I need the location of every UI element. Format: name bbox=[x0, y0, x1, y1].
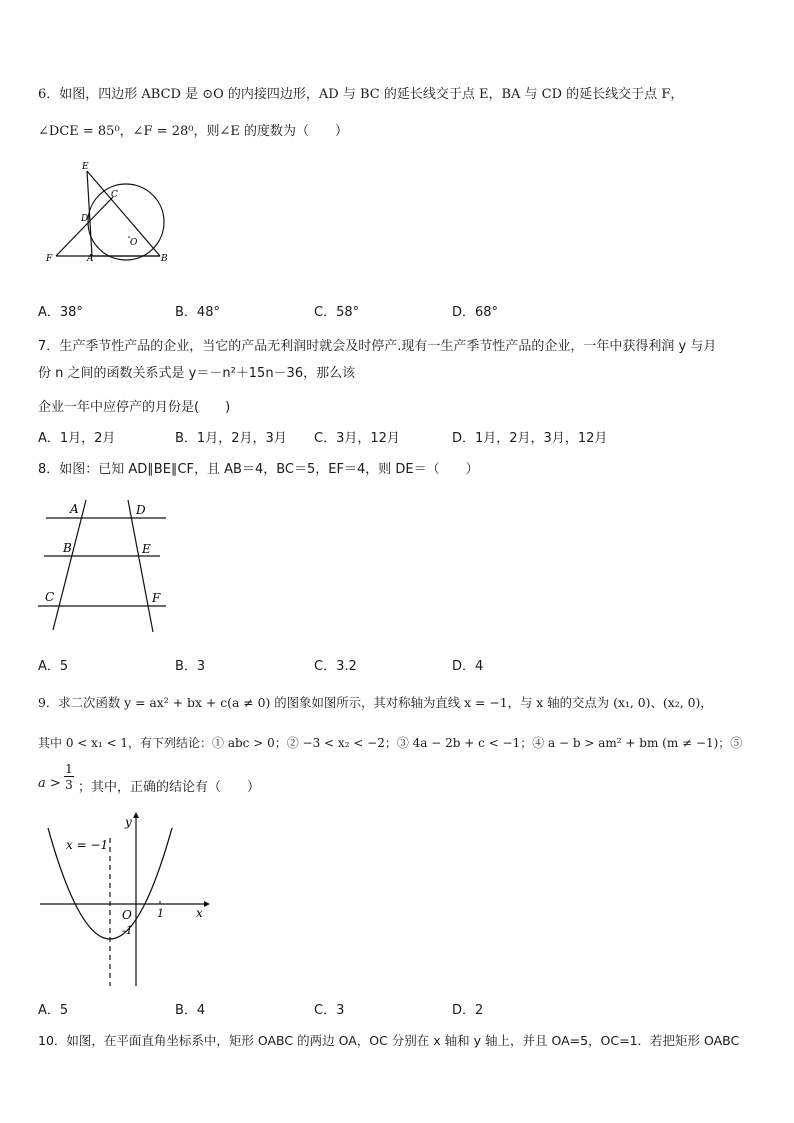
q9-option-c[interactable]: C．3 bbox=[314, 1003, 345, 1018]
q6-line2: ∠DCE = 85⁰，∠F = 28⁰，则∠E 的度数为（ ） bbox=[38, 124, 349, 139]
transversal-right bbox=[128, 500, 153, 632]
q6-line1: 6．如图，四边形 ABCD 是 ⊙O 的内接四边形，AD 与 BC 的延长线交于点 E，BA 与 CD 的延长线交于点 F， bbox=[38, 87, 684, 102]
label-D: D bbox=[81, 214, 89, 224]
q9-option-b[interactable]: B．4 bbox=[175, 1003, 206, 1018]
q9-line3-lhs: a > bbox=[38, 776, 61, 791]
label-E: E bbox=[82, 162, 89, 172]
q8-option-c[interactable]: C．3.2 bbox=[314, 659, 357, 674]
q7-option-b[interactable]: B．1月，2月，3月 bbox=[175, 431, 287, 446]
transversal-left bbox=[53, 500, 86, 630]
label-E: E bbox=[142, 542, 151, 556]
label-C: C bbox=[111, 190, 118, 200]
y-axis-arrow bbox=[133, 812, 139, 818]
q9-line3-rest: ；其中，正确的结论有（ ） bbox=[78, 780, 261, 795]
q8-option-a[interactable]: A．5 bbox=[38, 659, 69, 674]
label-minus-one: -1 bbox=[122, 924, 133, 937]
label-O: O bbox=[130, 238, 138, 248]
label-C: C bbox=[45, 590, 55, 604]
q10-line1: 10．如图，在平面直角坐标系中，矩形 OABC 的两边 OA，OC 分别在 x 轴和 y 轴上，并且 OA=5，OC=1．若把矩形 OABC bbox=[38, 1033, 740, 1048]
label-origin: O bbox=[122, 908, 132, 922]
q9-parabola-graph bbox=[36, 810, 214, 990]
q8-line1: 8．如图：已知 AD∥BE∥CF，且 AB＝4，BC＝5，EF＝4，则 DE＝（ ） bbox=[38, 462, 479, 477]
q8-parallel-lines-figure bbox=[36, 498, 170, 638]
q8-option-d[interactable]: D．4 bbox=[452, 659, 484, 674]
q9-fraction bbox=[64, 762, 74, 793]
q6-circle-figure bbox=[40, 155, 180, 270]
q7-option-a[interactable]: A．1月，2月 bbox=[38, 431, 116, 446]
label-y: y bbox=[125, 815, 132, 829]
label-D: D bbox=[136, 503, 146, 517]
q9-line2: 其中 0 < x₁ < 1，有下列结论：① abc > 0；② −3 < x₂ < −2；③ 4a − 2b + c < −1；④ a − b > am² + bm (m ≠ −1)；⑤ bbox=[38, 736, 743, 750]
label-A: A bbox=[70, 502, 79, 516]
q9-fraction-denominator: 3 bbox=[65, 778, 73, 792]
q7-line3: 企业一年中应停产的月份是( ) bbox=[38, 400, 231, 415]
q9-line1: 9．求二次函数 y = ax² + bx + c(a ≠ 0) 的图象如图所示，其对称轴为直线 x = −1，与 x 轴的交点为 (x₁, 0)、(x₂, 0)， bbox=[38, 695, 713, 710]
q6-option-a[interactable]: A．38° bbox=[38, 305, 83, 320]
q7-line1: 7．生产季节性产品的企业，当它的产品无利润时就会及时停产.现有一生产季节性产品的企业，一年中获得利润 y 与月 bbox=[38, 339, 717, 354]
label-F: F bbox=[46, 254, 53, 264]
label-B: B bbox=[63, 541, 72, 555]
label-F: F bbox=[152, 591, 161, 605]
line-fc bbox=[56, 197, 113, 256]
circle-o bbox=[88, 184, 164, 260]
q7-line2: 份 n 之间的函数关系式是 y＝－n²＋15n－36，那么该 bbox=[38, 366, 356, 381]
q6-option-b[interactable]: B．48° bbox=[175, 305, 220, 320]
q7-option-d[interactable]: D．1月，2月，3月，12月 bbox=[452, 431, 608, 446]
x-axis-arrow bbox=[204, 901, 210, 907]
label-x: x bbox=[196, 906, 203, 920]
label-one: 1 bbox=[157, 907, 164, 920]
label-B: B bbox=[161, 254, 168, 264]
label-A: A bbox=[87, 254, 94, 264]
q9-option-a[interactable]: A．5 bbox=[38, 1003, 69, 1018]
q9-fraction-numerator: 1 bbox=[65, 762, 73, 776]
q7-option-c[interactable]: C．3月，12月 bbox=[314, 431, 400, 446]
q6-option-d[interactable]: D．68° bbox=[452, 305, 499, 320]
q8-option-b[interactable]: B．3 bbox=[175, 659, 206, 674]
label-axis-eq: x = −1 bbox=[66, 838, 109, 852]
q9-option-d[interactable]: D．2 bbox=[452, 1003, 484, 1018]
q6-option-c[interactable]: C．58° bbox=[314, 305, 360, 320]
